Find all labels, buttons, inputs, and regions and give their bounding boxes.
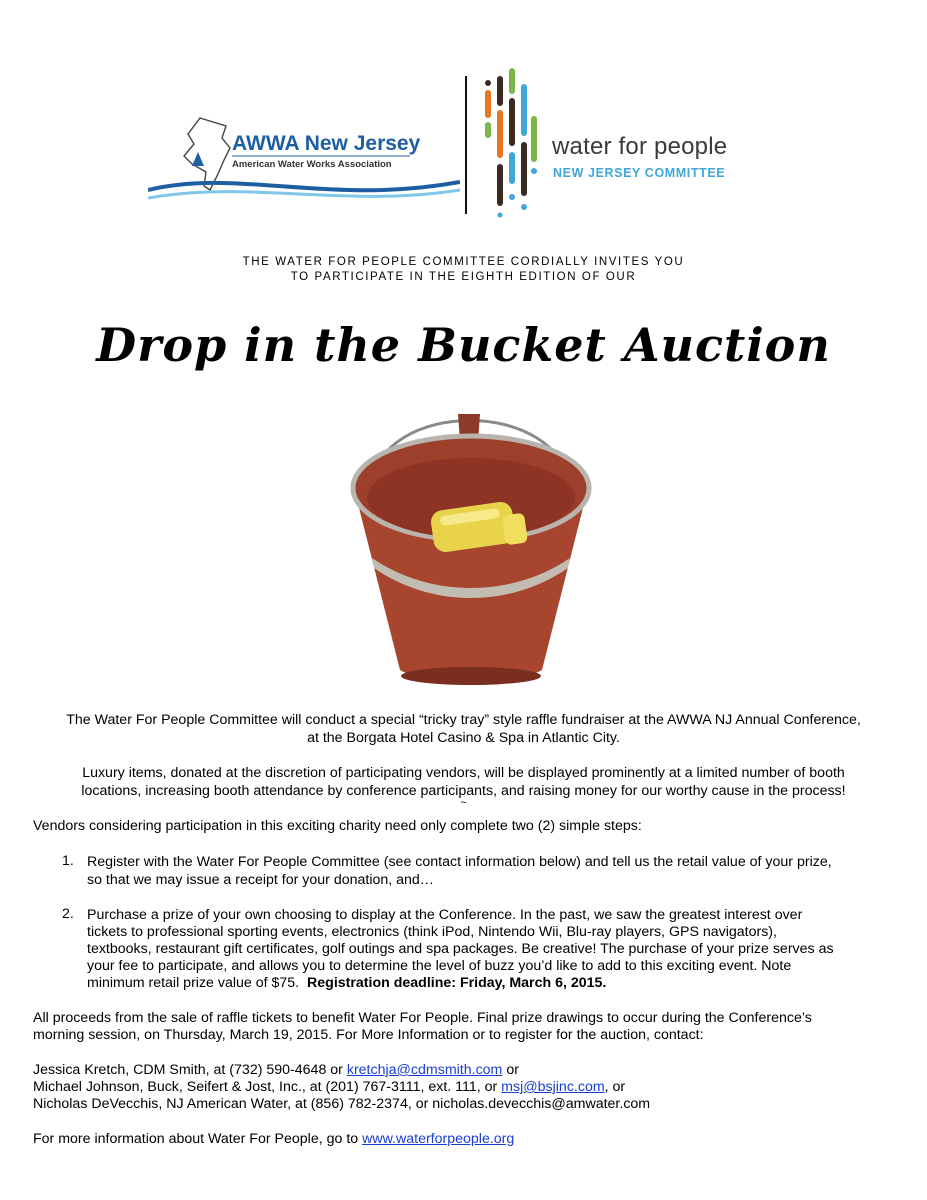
section-tilde: ~ bbox=[460, 797, 467, 809]
step-2-min-value: minimum retail prize value of $75. bbox=[87, 975, 300, 991]
step-2-number: 2. bbox=[62, 906, 74, 922]
more-info-line bbox=[33, 1130, 920, 1148]
proceeds-line-1: All proceeds from the sale of raffle tickets to benefit Water For People. Final prize drawings to occur during the Conference’s bbox=[33, 1010, 812, 1026]
waterforpeople-link[interactable]: www.waterforpeople.org bbox=[362, 1131, 515, 1147]
kretch-email-link[interactable]: kretchja@cdmsmith.com bbox=[346, 1062, 503, 1078]
step-1-number: 1. bbox=[62, 853, 74, 869]
step-2-line-3: textbooks, restaurant gift certificates, golf outings and spa packages. Be creative! The purchase of your prize serves as bbox=[87, 941, 834, 957]
luxury-line-2: locations, increasing booth attendance by conference participants, and raising money for our worthy cause in the process! bbox=[81, 783, 846, 799]
awwa-name: AWWA New Jersey bbox=[232, 132, 421, 155]
page-title: Drop in the Bucket Auction bbox=[96, 318, 831, 372]
vendors-line: Vendors considering participation in this exciting charity need only complete two (2) simple steps: bbox=[33, 818, 642, 834]
step-2-line-2: tickets to professional sporting events, electronics (think iPod, Nintendo Wii, Blu-ray players, GPS navigators), bbox=[87, 924, 777, 940]
light-wave bbox=[148, 190, 460, 198]
step-2-line-4: your fee to participate, and allows you to determine the level of buzz you’d like to add to this exciting event. Note bbox=[87, 958, 792, 974]
blue-wave bbox=[148, 182, 460, 190]
step-2-line-1: Purchase a prize of your own choosing to display at the Conference. In the past, we saw the greatest interest over bbox=[87, 907, 803, 923]
contact-devecchis: Nicholas DeVecchis, NJ American Water, at (856) 782-2374, or nicholas.devecchis@amwater.com bbox=[33, 1096, 651, 1112]
water-for-people-icon bbox=[478, 63, 540, 223]
awwa-mark bbox=[192, 152, 204, 166]
more-info-text: For more information about Water For People, go to bbox=[33, 1131, 363, 1147]
contact-kretch bbox=[33, 1061, 920, 1079]
awwa-subtitle: American Water Works Association bbox=[232, 159, 392, 170]
proceeds-line-2: morning session, on Thursday, March 19, 2015. For More Information or to register for the auction, contact: bbox=[33, 1027, 704, 1043]
johnson-email-link[interactable]: msj@bsjinc.com bbox=[501, 1079, 605, 1095]
logo-divider bbox=[465, 76, 467, 214]
wfp-name: water for people bbox=[552, 133, 728, 160]
step-1-line-2: so that we may issue a receipt for your donation, and… bbox=[87, 872, 434, 888]
contact-kretch-tail: or bbox=[502, 1062, 519, 1078]
contact-kretch-text: Jessica Kretch, CDM Smith, at (732) 590-4648 or bbox=[33, 1062, 347, 1078]
step-1-line-1: Register with the Water For People Committee (see contact information below) and tell us the retail value of your prize, bbox=[87, 854, 832, 870]
registration-deadline: Registration deadline: Friday, March 6, 2015. bbox=[307, 975, 607, 991]
bucket-image bbox=[340, 408, 600, 690]
new-jersey-state-outline bbox=[184, 118, 230, 190]
intro-line-1: The Water For People Committee will conduct a special “tricky tray” style raffle fundraiser at the AWWA NJ Annual Conference, bbox=[66, 712, 861, 728]
intro-line-2: at the Borgata Hotel Casino & Spa in Atlantic City. bbox=[307, 730, 620, 746]
invite-line-2: TO PARTICIPATE IN THE EIGHTH EDITION OF OUR bbox=[290, 271, 637, 283]
contact-johnson bbox=[33, 1078, 920, 1096]
awwa-nj-logo bbox=[148, 108, 460, 208]
contact-johnson-text: Michael Johnson, Buck, Seifert & Jost, Inc., at (201) 767-3111, ext. 111, or bbox=[33, 1079, 502, 1095]
step-2-line-5 bbox=[87, 974, 907, 992]
contact-johnson-tail: , or bbox=[604, 1079, 626, 1095]
invite-line-1: THE WATER FOR PEOPLE COMMITTEE CORDIALLY INVITES YOU bbox=[242, 256, 685, 268]
wfp-subtitle: NEW JERSEY COMMITTEE bbox=[553, 166, 726, 180]
luxury-line-1: Luxury items, donated at the discretion of participating vendors, will be displayed prominently at a limited number of booth bbox=[82, 765, 845, 781]
